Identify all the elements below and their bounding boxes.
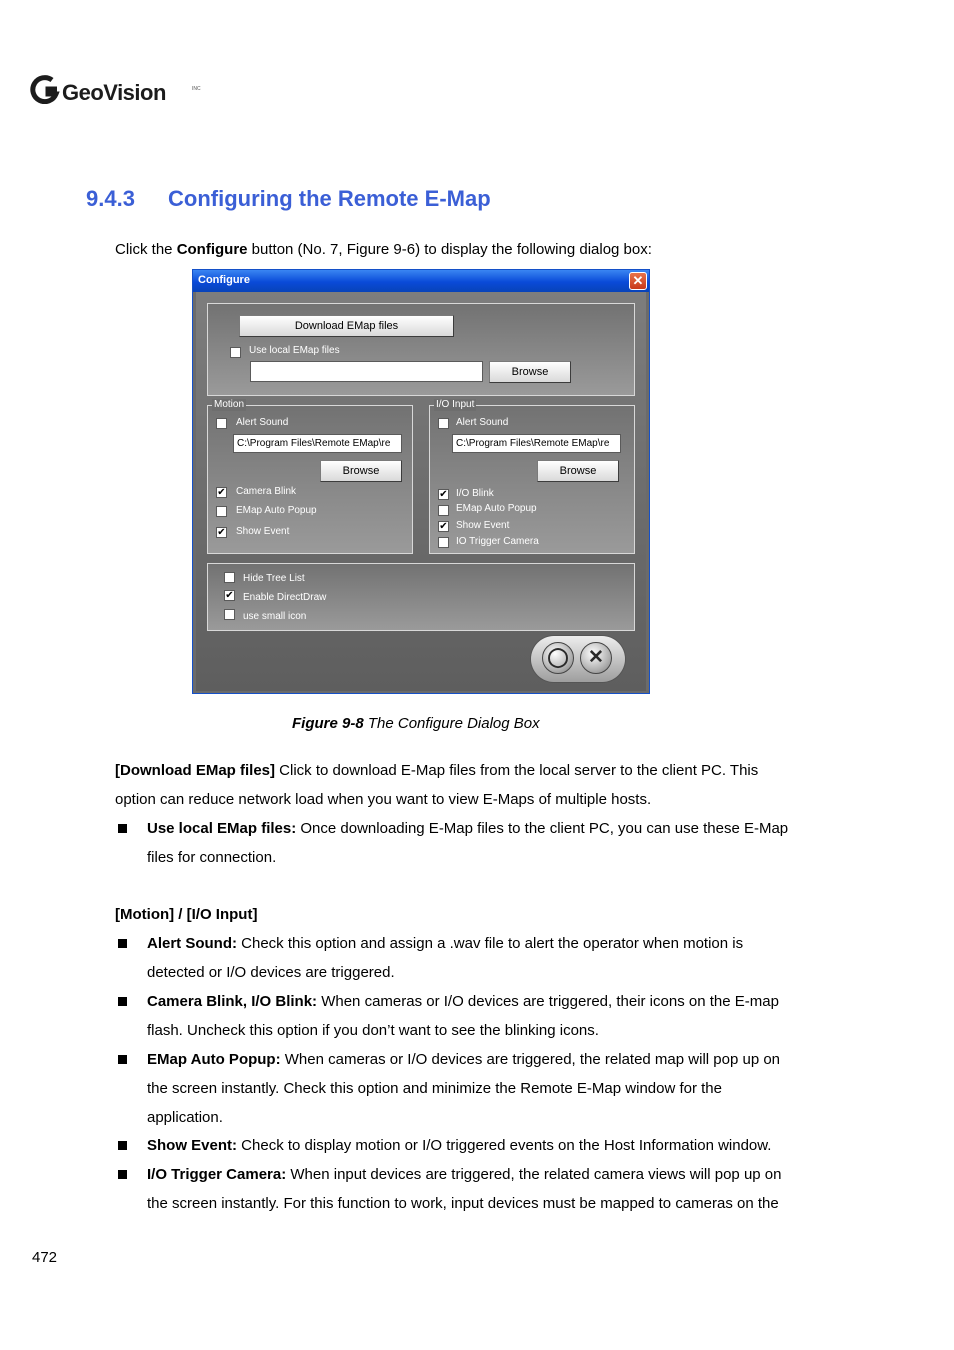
motion-emap-auto-popup-checkbox[interactable] [216, 506, 227, 517]
camera-blink-line2: flash. Uncheck this option if you don’t want to see the blinking icons. [147, 1022, 599, 1039]
io-blink-checkbox[interactable]: ✔ [439, 489, 448, 500]
io-trigger-line2: the screen instantly. For this function to work, input devices must be mapped to cameras on the [147, 1195, 779, 1212]
cancel-button[interactable] [580, 642, 612, 674]
logo-wordmark: GeoVision [62, 80, 166, 105]
motion-alert-sound-label: Alert Sound [236, 417, 289, 428]
io-trigger-term: I/O Trigger Camera: [147, 1166, 287, 1183]
intro-paragraph [115, 235, 652, 264]
configure-dialog [192, 269, 650, 694]
download-emap-files-button[interactable]: Download EMap files [239, 315, 454, 337]
camera-blink-checkbox[interactable]: ✔ [217, 487, 226, 498]
io-emap-auto-popup-checkbox[interactable] [438, 505, 449, 516]
hide-tree-list-checkbox[interactable] [224, 572, 235, 583]
camera-blink-line1: When cameras or I/O devices are triggered, their icons on the E-map [317, 993, 779, 1010]
io-show-event-checkbox[interactable]: ✔ [439, 521, 448, 532]
download-emap-line1: Click to download E-Map files from the local server to the client PC. This [275, 762, 759, 779]
intro-text-pre: Click the [115, 241, 177, 258]
geovision-swirl-icon [30, 74, 60, 104]
io-show-event-label: Show Event [456, 520, 510, 531]
figure-caption-text: The Configure Dialog Box [363, 715, 540, 732]
use-small-icon-checkbox[interactable] [224, 609, 235, 620]
use-local-line2: files for connection. [147, 849, 277, 866]
section-heading [86, 186, 491, 212]
dialog-title: Configure [198, 274, 250, 286]
download-panel [207, 303, 635, 396]
camera-blink-label: Camera Blink [236, 486, 297, 497]
display-options-panel [207, 563, 635, 631]
intro-text-bold: Configure [176, 241, 248, 258]
use-small-icon-label: use small icon [243, 611, 307, 622]
io-input-legend: I/O Input [436, 399, 475, 410]
section-title: Configuring the Remote E-Map [168, 186, 491, 211]
show-event-item [147, 1131, 771, 1160]
motion-show-event-label: Show Event [236, 526, 290, 537]
ok-button[interactable] [542, 642, 574, 674]
use-local-emap-checkbox[interactable] [230, 347, 241, 358]
show-event-line1: Check to display motion or I/O triggered events on the Host Information window. [237, 1137, 772, 1154]
io-trigger-camera-label: IO Trigger Camera [456, 536, 539, 547]
geovision-logo [30, 72, 201, 112]
motion-wav-path-input[interactable]: C:\Program Files\Remote EMap\re [233, 434, 402, 453]
emap-auto-popup-item [147, 1045, 780, 1132]
section-number: 9.4.3 [86, 186, 135, 211]
hide-tree-list-label: Hide Tree List [243, 573, 305, 584]
close-button[interactable] [629, 272, 647, 290]
motion-io-heading: [Motion] / [I/O Input] [115, 906, 258, 923]
io-wav-path-input[interactable]: C:\Program Files\Remote EMap\re [452, 434, 621, 453]
io-input-panel [429, 399, 635, 554]
io-trigger-camera-item [147, 1160, 781, 1218]
show-event-term: Show Event: [147, 1137, 238, 1154]
enable-directdraw-label: Enable DirectDraw [243, 592, 327, 603]
browse-local-button[interactable]: Browse [489, 361, 571, 383]
page-number: 472 [32, 1249, 58, 1266]
intro-text-post: button (No. 7, Figure 9-6) to display the following dialog box: [247, 241, 652, 258]
motion-emap-auto-popup-label: EMap Auto Popup [236, 505, 317, 516]
io-trigger-line1: When input devices are triggered, the related camera views will pop up on [286, 1166, 782, 1183]
motion-show-event-checkbox[interactable]: ✔ [217, 527, 226, 538]
emap-popup-line3: application. [147, 1109, 223, 1126]
cancel-x-icon: ✕ [588, 647, 604, 668]
download-emap-paragraph [115, 756, 758, 814]
dialog-titlebar [193, 270, 649, 292]
io-blink-label: I/O Blink [456, 488, 494, 499]
emap-popup-line1: When cameras or I/O devices are triggered, the related map will pop up on [280, 1051, 781, 1068]
emap-popup-line2: the screen instantly. Check this option and minimize the Remote E-Map window for the [147, 1080, 722, 1097]
motion-browse-button[interactable]: Browse [320, 460, 402, 482]
alert-sound-line1: Check this option and assign a .wav file to alert the operator when motion is [237, 935, 744, 952]
io-alert-sound-checkbox[interactable] [438, 418, 449, 429]
bullet-square-icon [118, 1055, 127, 1064]
emap-popup-term: EMap Auto Popup: [147, 1051, 281, 1068]
figure-caption-label: Figure 9-8 [292, 715, 364, 732]
bullet-square-icon [118, 824, 127, 833]
camera-blink-term: Camera Blink, I/O Blink: [147, 993, 318, 1010]
use-local-emap-label: Use local EMap files [249, 345, 340, 356]
io-trigger-camera-checkbox[interactable] [438, 537, 449, 548]
close-icon: ✕ [632, 273, 644, 288]
camera-blink-item [147, 987, 779, 1045]
ok-cancel-group [531, 636, 625, 682]
download-emap-line2: option can reduce network load when you want to view E-Maps of multiple hosts. [115, 791, 652, 808]
use-local-term: Use local EMap files: [147, 820, 297, 837]
alert-sound-line2: detected or I/O devices are triggered. [147, 964, 395, 981]
io-emap-auto-popup-label: EMap Auto Popup [456, 503, 537, 514]
io-alert-sound-label: Alert Sound [456, 417, 509, 428]
motion-legend: Motion [214, 399, 245, 410]
io-browse-button[interactable]: Browse [537, 460, 619, 482]
bullet-square-icon [118, 1141, 127, 1150]
enable-directdraw-checkbox[interactable]: ✔ [225, 590, 234, 601]
download-emap-term: [Download EMap files] [115, 762, 276, 779]
motion-alert-sound-checkbox[interactable] [216, 418, 227, 429]
logo-inc-mark: INC [192, 86, 201, 92]
alert-sound-term: Alert Sound: [147, 935, 237, 952]
use-local-line1: Once downloading E-Map files to the client PC, you can use these E-Map [296, 820, 789, 837]
bullet-square-icon [118, 997, 127, 1006]
use-local-emap-item [147, 814, 788, 872]
bullet-square-icon [118, 1170, 127, 1179]
local-emap-path-input[interactable] [250, 361, 483, 382]
bullet-square-icon [118, 939, 127, 948]
motion-panel [207, 399, 413, 554]
alert-sound-item [147, 929, 743, 987]
ok-circle-icon: ◯ [547, 647, 569, 668]
dialog-body [196, 292, 646, 691]
figure-caption [292, 715, 540, 732]
